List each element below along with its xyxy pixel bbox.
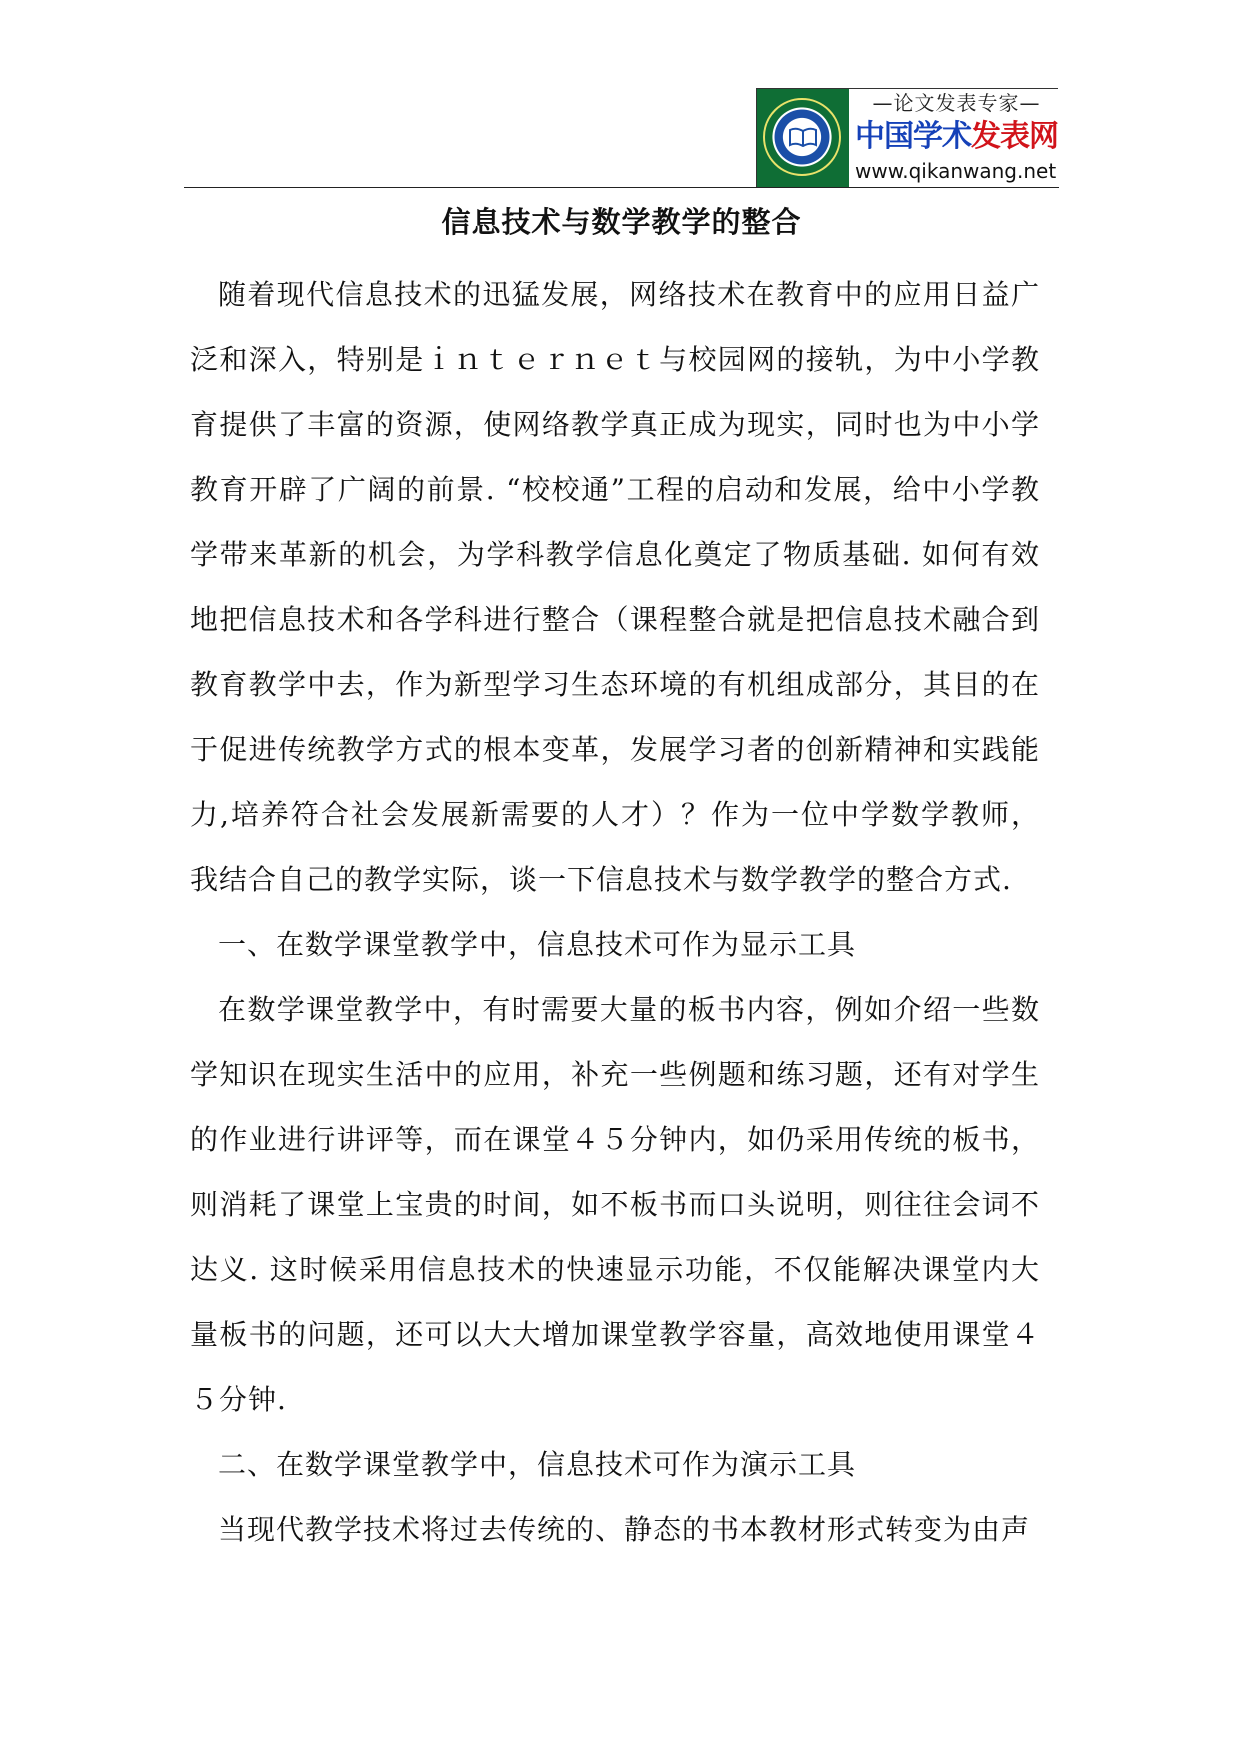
section-heading-1: 一、在数学课堂教学中，信息技术可作为显示工具 <box>218 928 857 961</box>
logo-name-prefix: 中国学术 <box>855 119 971 154</box>
section-heading-2: 二、在数学课堂教学中，信息技术可作为演示工具 <box>218 1448 857 1481</box>
logo-name-suffix: 发表网 <box>971 119 1058 154</box>
book-icon <box>788 127 818 147</box>
header-divider <box>184 187 1059 188</box>
logo-text-block <box>849 89 1062 187</box>
logo-seal-icon <box>757 89 849 187</box>
paragraph-section-1: 在数学课堂教学中，有时需要大量的板书内容，例如介绍一些数学知识在现实生活中的应用，补充一些例题和练习题，还有对学生的作业进行讲评等，而在课堂４５分钟内，如仍采用传统的板书，则消耗了课堂上宝贵的时间，如不板书而口头说明，则往往会词不达义. 这时候采用信息技术的快速显示功能，不仅能解决课堂内大量板书的问题，还可以大大增加课堂教学容量，高效地使用课堂４５分钟. <box>190 993 1040 1416</box>
logo-url: www.qikanwang.net <box>855 159 1057 183</box>
paragraph-section-2: 当现代教学技术将过去传统的、静态的书本教材形式转变为由声 <box>218 1513 1031 1546</box>
document-title: 信息技术与数学教学的整合 <box>441 205 802 239</box>
logo-site-name <box>855 120 1058 154</box>
paragraph-intro: 随着现代信息技术的迅猛发展，网络技术在教育中的应用日益广泛和深入，特别是ｉｎｔｅｒｎｅｔ与校园网的接轨，为中小学教育提供了丰富的资源，使网络教学真正成为现实，同时也为中小学教育开辟了广阔的前景. “校校通”工程的启动和发展，给中小学教学带来革新的机会，为学科教学信息化奠定了物质基础. 如何有效地把信息技术和各学科进行整合（课程整合就是把信息技术融合到教育教学中去，作为新型学习生态环境的有机组成部分，其目的在于促进传统教学方式的根本变革，发展学习者的创新精神和实践能力,培养符合社会发展新需要的人才）？作为一位中学数学教师，我结合自己的教学实际，谈一下信息技术与数学教学的整合方式. <box>190 278 1040 896</box>
document-body <box>190 262 1040 1562</box>
logo-tagline: —论文发表专家— <box>872 91 1041 115</box>
publisher-logo <box>756 88 1058 188</box>
